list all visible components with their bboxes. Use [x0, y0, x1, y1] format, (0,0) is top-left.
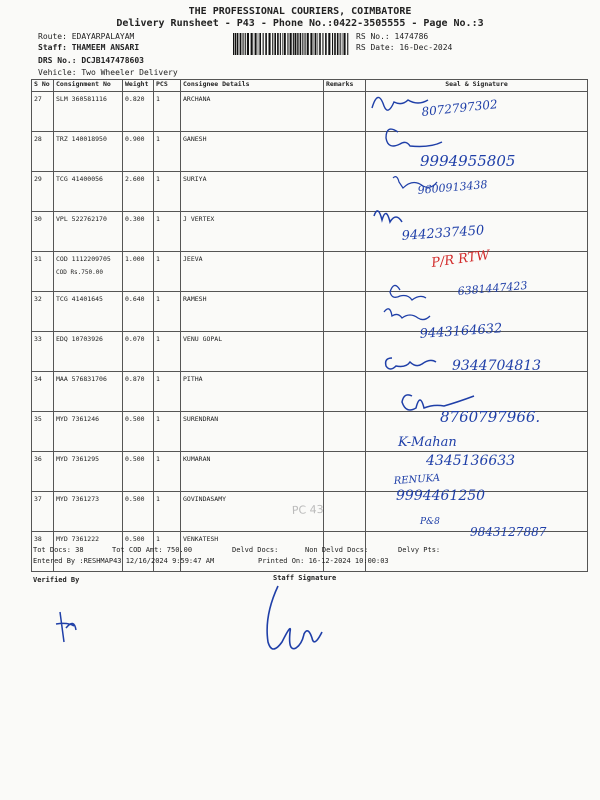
- cell-consignment: [54, 452, 123, 492]
- cell-weight: [123, 332, 154, 372]
- cell-sno-text: 35: [34, 415, 42, 423]
- cell-remarks: [324, 172, 366, 212]
- cell-pcs-text: 1: [156, 175, 160, 183]
- cell-consignment: [54, 252, 123, 292]
- cell-remarks: [324, 492, 366, 532]
- table-row: [32, 412, 588, 452]
- cell-weight: [123, 292, 154, 332]
- cell-pcs-text: 1: [156, 135, 160, 143]
- cell-consignee: [181, 412, 324, 452]
- cell-remarks: [324, 372, 366, 412]
- delivered-docs: Delvd Docs:: [232, 546, 279, 554]
- table-row: [32, 252, 588, 292]
- phone-row-34: 9344704813: [452, 358, 542, 374]
- rs-number: RS No.: 1474786: [356, 32, 429, 41]
- stamp-mark: PC 43: [291, 502, 324, 517]
- cod-amount: COD Rs.750.00: [56, 269, 103, 276]
- cell-consignee-text: SURIYA: [183, 175, 207, 183]
- cell-consignment-text: SLM 360581116: [56, 95, 107, 103]
- cell-consignee: [181, 132, 324, 172]
- col-consignment: Consignment No: [54, 80, 123, 92]
- cell-consignee: [181, 452, 324, 492]
- cell-pcs-text: 1: [156, 95, 160, 103]
- phone-row-38: 9843127887: [470, 525, 547, 539]
- cell-pcs: [154, 132, 181, 172]
- cell-sno: [32, 332, 54, 372]
- return-remark-row-31: P/R RTW: [430, 247, 491, 271]
- cell-weight: [123, 92, 154, 132]
- cell-pcs: [154, 412, 181, 452]
- non-delivered-docs: Non Delvd Docs:: [305, 546, 369, 554]
- cell-sno: [32, 492, 54, 532]
- cell-seal-signature: [366, 212, 588, 252]
- rs-date: RS Date: 16-Dec-2024: [356, 43, 453, 52]
- cell-pcs-text: 1: [156, 495, 160, 503]
- verified-by-label: Verified By: [33, 576, 80, 584]
- cell-pcs: [154, 332, 181, 372]
- name-row-36: K-Mahan: [398, 435, 457, 450]
- cell-weight-text: 0.640: [125, 295, 145, 303]
- cell-consignment: [54, 332, 123, 372]
- phone-row-37: 9994461250: [396, 488, 486, 504]
- vehicle-label: Vehicle: Two Wheeler Delivery: [38, 68, 178, 77]
- col-pcs: PCS: [154, 80, 181, 92]
- cell-weight-text: 0.300: [125, 215, 145, 223]
- table-row: [32, 92, 588, 132]
- cell-weight-text: 0.500: [125, 495, 145, 503]
- cell-sno: [32, 92, 54, 132]
- cell-weight-text: 0.070: [125, 335, 145, 343]
- cell-pcs: [154, 212, 181, 252]
- cell-weight-text: 2.600: [125, 175, 145, 183]
- cell-consignment-text: MAA 576831706: [56, 375, 107, 383]
- cell-pcs: [154, 172, 181, 212]
- cell-weight-text: 0.500: [125, 415, 145, 423]
- table-row: [32, 332, 588, 372]
- cell-pcs: [154, 492, 181, 532]
- cell-sno-text: 29: [34, 175, 42, 183]
- phone-row-32: 6381447423: [457, 278, 528, 298]
- cell-consignment-text: MYD 7361222: [56, 535, 100, 543]
- cell-remarks: [324, 292, 366, 332]
- cell-sno-text: 33: [34, 335, 42, 343]
- cell-consignee-text: J VERTEX: [183, 215, 215, 223]
- cell-sno: [32, 452, 54, 492]
- cell-consignment-text: MYD 7361273: [56, 495, 100, 503]
- cell-consignment-text: TCG 41400056: [56, 175, 103, 183]
- cell-consignment: [54, 372, 123, 412]
- cell-sno-text: 30: [34, 215, 42, 223]
- table-row: [32, 372, 588, 412]
- cell-pcs: [154, 372, 181, 412]
- cell-consignee-text: VENU GOPAL: [183, 335, 223, 343]
- cell-seal-signature: [366, 412, 588, 452]
- entered-by: Entered By :RESHMAP43 12/16/2024 9:59:47 AM: [33, 557, 215, 565]
- cell-sno-text: 32: [34, 295, 42, 303]
- runsheet-table: [31, 79, 588, 572]
- cell-consignee-text: VENKATESH: [183, 535, 219, 543]
- cell-seal-signature: [366, 452, 588, 492]
- table-header-row: [32, 80, 588, 92]
- cell-sno: [32, 132, 54, 172]
- signature-row-38: P&8: [420, 517, 440, 527]
- cell-seal-signature: [366, 132, 588, 172]
- table-row: [32, 492, 588, 532]
- cell-remarks: [324, 132, 366, 172]
- cell-consignee-text: GANESH: [183, 135, 207, 143]
- cell-pcs-text: 1: [156, 255, 160, 263]
- col-remarks: Remarks: [324, 80, 366, 92]
- cell-sno-text: 36: [34, 455, 42, 463]
- cell-pcs: [154, 292, 181, 332]
- cell-weight: [123, 172, 154, 212]
- printed-on: Printed On: 16-12-2024 10:00:03: [258, 557, 389, 565]
- cell-remarks: [324, 212, 366, 252]
- cell-sno-text: 31: [34, 255, 42, 263]
- cell-remarks: [324, 332, 366, 372]
- cell-pcs: [154, 92, 181, 132]
- cell-consignee-text: JEEVA: [183, 255, 203, 263]
- cell-sno-text: 37: [34, 495, 42, 503]
- col-seal-signature: Seal & Signature: [366, 80, 588, 92]
- phone-row-27: 8072797302: [420, 97, 499, 119]
- cell-consignment-text: MYD 7361295: [56, 455, 100, 463]
- cell-consignee-text: KUMARAN: [183, 455, 211, 463]
- cell-weight: [123, 452, 154, 492]
- cell-consignment: [54, 172, 123, 212]
- cell-seal-signature: [366, 292, 588, 332]
- cell-consignment: [54, 132, 123, 172]
- cell-consignee: [181, 372, 324, 412]
- phone-row-30: 9442337450: [401, 223, 485, 244]
- drs-number: DRS No.: DCJB147478603: [38, 56, 144, 65]
- table-row: [32, 132, 588, 172]
- cell-sno: [32, 372, 54, 412]
- phone-row-36: 4345136633: [426, 453, 516, 469]
- cell-consignee: [181, 292, 324, 332]
- cell-consignee-text: ARCHANA: [183, 95, 211, 103]
- cell-consignee-text: RAMESH: [183, 295, 207, 303]
- total-cod: Tot COD Amt: 750.00: [112, 546, 193, 554]
- cell-sno-text: 27: [34, 95, 42, 103]
- cell-weight-text: 0.870: [125, 375, 145, 383]
- staff-label: Staff: THAMEEM ANSARI: [38, 43, 140, 52]
- cell-consignee-text: PITHA: [183, 375, 203, 383]
- cell-consignment-text: COD 1112209705: [56, 255, 111, 263]
- cell-weight-text: 1.000: [125, 255, 145, 263]
- cell-seal-signature: [366, 92, 588, 132]
- cell-sno-text: 38: [34, 535, 42, 543]
- col-weight: Weight: [123, 80, 154, 92]
- cell-weight: [123, 132, 154, 172]
- cell-weight-text: 0.900: [125, 135, 145, 143]
- table-row: [32, 172, 588, 212]
- cell-pcs-text: 1: [156, 455, 160, 463]
- cell-sno: [32, 292, 54, 332]
- runsheet-subtitle: Delivery Runsheet - P43 - Phone No.:0422-3505555 - Page No.:3: [116, 18, 484, 29]
- route-label: Route: EDAYARPALAYAM: [38, 32, 135, 41]
- cell-sno-text: 28: [34, 135, 42, 143]
- verified-by-signature: [56, 612, 76, 642]
- cell-weight-text: 0.500: [125, 455, 145, 463]
- cell-weight-text: 0.820: [125, 95, 145, 103]
- cell-remarks: [324, 252, 366, 292]
- cell-consignment: [54, 212, 123, 252]
- cell-consignee: [181, 252, 324, 292]
- cell-sno: [32, 252, 54, 292]
- cell-seal-signature: [366, 372, 588, 412]
- cell-pcs-text: 1: [156, 215, 160, 223]
- cell-consignment-text: TCG 41401645: [56, 295, 103, 303]
- phone-row-35: 8760797966.: [440, 408, 541, 426]
- total-docs: Tot Docs: 38: [33, 546, 84, 554]
- cell-consignment-text: TRZ 140018950: [56, 135, 107, 143]
- col-sno: S No: [32, 80, 54, 92]
- cell-pcs-text: 1: [156, 415, 160, 423]
- phone-row-28: 9994955805: [420, 152, 516, 170]
- cell-pcs: [154, 452, 181, 492]
- staff-signature-label: Staff Signature: [273, 574, 337, 582]
- cell-pcs-text: 1: [156, 535, 160, 543]
- barcode-image: [233, 33, 351, 55]
- cell-sno: [32, 172, 54, 212]
- cell-weight: [123, 252, 154, 292]
- cell-consignment-text: EDQ 10703926: [56, 335, 103, 343]
- cell-seal-signature: [366, 252, 588, 292]
- cell-sno: [32, 412, 54, 452]
- cell-consignment: [54, 92, 123, 132]
- cell-seal-signature: [366, 332, 588, 372]
- cell-consignment-text: MYD 7361246: [56, 415, 100, 423]
- cell-weight-text: 0.500: [125, 535, 145, 543]
- cell-consignment-text: VPL 522762170: [56, 215, 107, 223]
- cell-pcs-text: 1: [156, 375, 160, 383]
- cell-consignment: [54, 412, 123, 452]
- company-title: THE PROFESSIONAL COURIERS, COIMBATORE: [188, 6, 412, 17]
- cell-consignee: [181, 332, 324, 372]
- cell-consignee: [181, 492, 324, 532]
- col-consignee: Consignee Details: [181, 80, 324, 92]
- cell-remarks: [324, 412, 366, 452]
- cell-consignee: [181, 172, 324, 212]
- cell-consignee-text: GOVINDASAMY: [183, 495, 227, 503]
- delivery-points: Delvy Pts:: [398, 546, 441, 554]
- name-row-37: RENUKA: [393, 472, 441, 487]
- cell-consignee: [181, 92, 324, 132]
- cell-seal-signature: [366, 172, 588, 212]
- cell-seal-signature: [366, 492, 588, 532]
- phone-row-33: 9443164632: [419, 321, 503, 342]
- cell-sno: [32, 212, 54, 252]
- cell-weight: [123, 412, 154, 452]
- phone-row-29: 9600913438: [417, 177, 488, 197]
- cell-weight: [123, 212, 154, 252]
- table-row: [32, 452, 588, 492]
- cell-sno-text: 34: [34, 375, 42, 383]
- cell-consignee: [181, 212, 324, 252]
- cell-pcs-text: 1: [156, 335, 160, 343]
- cell-consignment: [54, 292, 123, 332]
- cell-pcs-text: 1: [156, 295, 160, 303]
- cell-weight: [123, 372, 154, 412]
- cell-consignment: [54, 492, 123, 532]
- cell-consignee-text: SURENDRAN: [183, 415, 219, 423]
- cell-remarks: [324, 92, 366, 132]
- table-row: [32, 292, 588, 332]
- table-row: [32, 212, 588, 252]
- cell-remarks: [324, 452, 366, 492]
- cell-pcs: [154, 252, 181, 292]
- staff-signature: [267, 586, 322, 649]
- cell-weight: [123, 492, 154, 532]
